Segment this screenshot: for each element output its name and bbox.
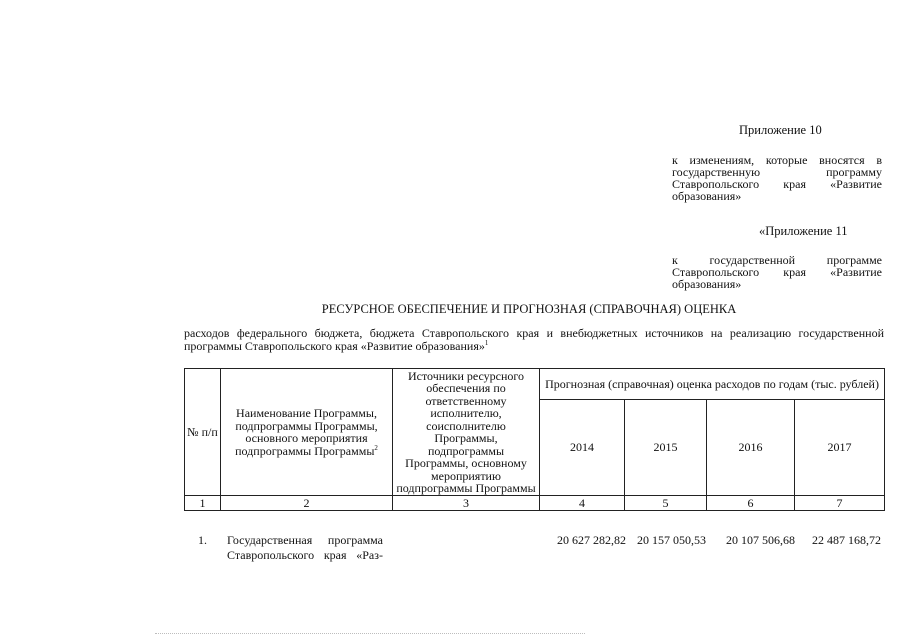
header-year-2017: 2017 (795, 400, 885, 496)
index-cell: 2 (221, 496, 393, 511)
appendix-10-title: Приложение 10 (739, 123, 822, 137)
appendix-11-note: к государственной программе Ставропольского края «Развитие образования» (672, 253, 882, 291)
row-value-2017: 22 487 168,72 (812, 533, 881, 547)
header-funding-sources: Источники ресурсного обеспечения по ответственному исполнителю, соисполнителю Программы, подпрограммы Программы, основному мероприятию подпрограммы Программы (393, 369, 540, 496)
row-name: Государственная программа Ставропольского края «Раз- (227, 533, 383, 562)
header-program-name-text: Наименование Программы, подпрограммы Программы, основного мероприятия подпрограммы Программы (235, 406, 378, 458)
appendix-10-note: к изменениям, которые вносятся в государственную программу Ставропольского края «Развитие образования» (672, 153, 882, 203)
header-number: № п/п (185, 369, 221, 496)
appendix-11-title: «Приложение 11 (759, 224, 848, 238)
header-name-footnote: 2 (374, 443, 378, 452)
scan-artifact-line (155, 633, 585, 634)
document-title: РЕСУРСНОЕ ОБЕСПЕЧЕНИЕ И ПРОГНОЗНАЯ (СПРАВОЧНАЯ) ОЦЕНКА (321, 302, 737, 316)
index-cell: 1 (185, 496, 221, 511)
header-year-2015: 2015 (625, 400, 707, 496)
subtitle-text: расходов федерального бюджета, бюджета Ставропольского края и внебюджетных источников на реализацию государственной программы Ставропольского края «Развитие образования» (184, 326, 884, 353)
resource-table (184, 368, 885, 511)
header-program-name (221, 369, 393, 496)
index-cell: 4 (540, 496, 625, 511)
index-cell: 3 (393, 496, 540, 511)
index-cell: 7 (795, 496, 885, 511)
row-number: 1. (198, 533, 207, 547)
row-value-2016: 20 107 506,68 (726, 533, 795, 547)
row-value-2015: 20 157 050,53 (637, 533, 706, 547)
header-forecast: Прогнозная (справочная) оценка расходов по годам (тыс. рублей) (540, 369, 885, 400)
index-cell: 5 (625, 496, 707, 511)
row-value-2014: 20 627 282,82 (557, 533, 626, 547)
header-year-2014: 2014 (540, 400, 625, 496)
subtitle-footnote: 1 (484, 339, 489, 347)
header-year-2016: 2016 (707, 400, 795, 496)
document-subtitle (184, 327, 884, 353)
index-cell: 6 (707, 496, 795, 511)
